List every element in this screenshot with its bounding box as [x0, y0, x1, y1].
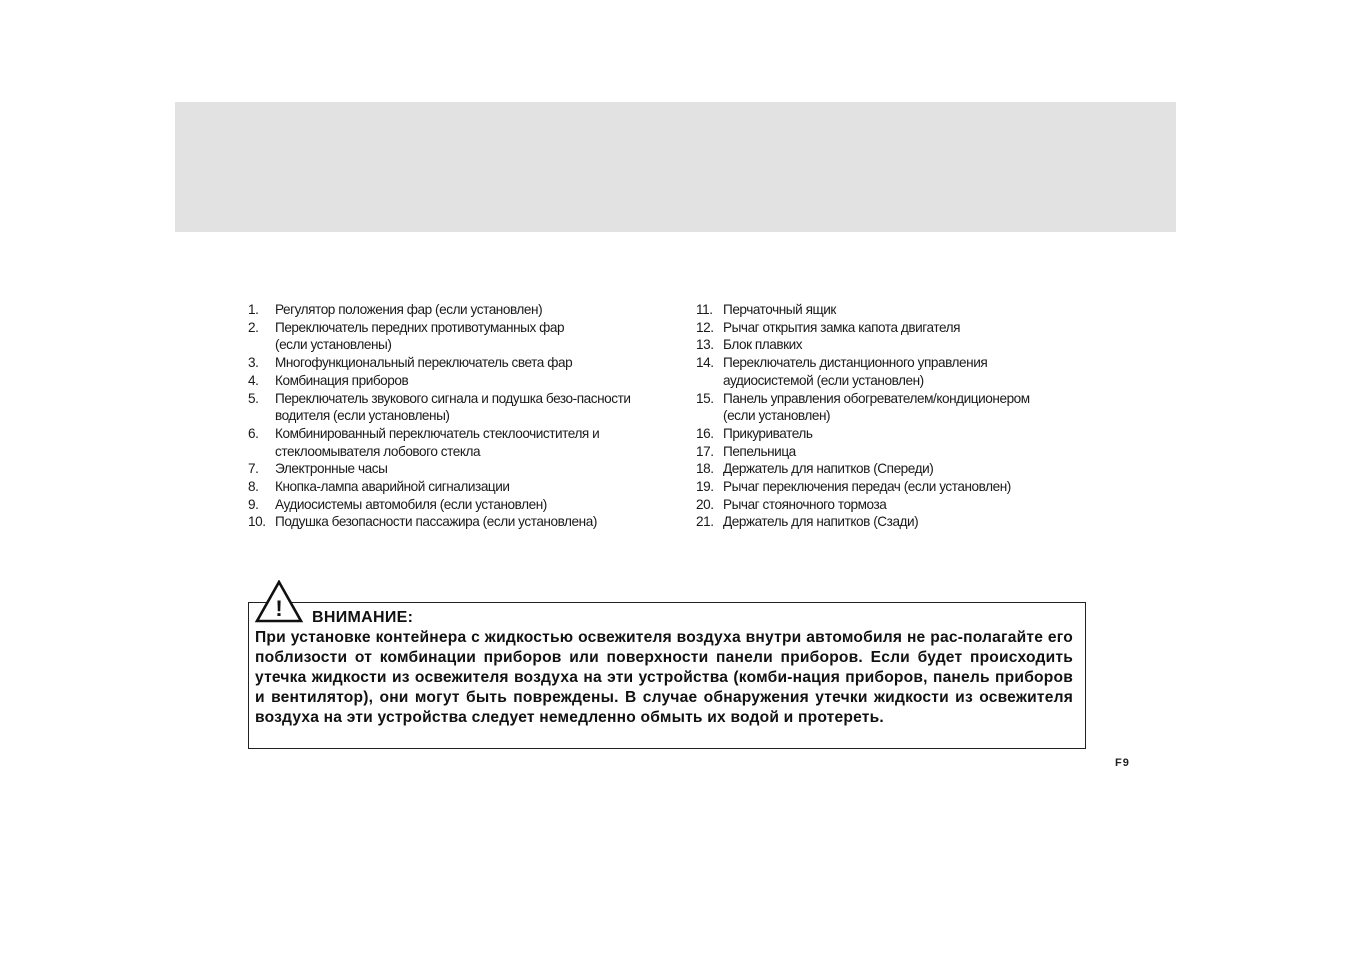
legend-number: 2. [248, 319, 259, 335]
legend-item [248, 460, 678, 478]
legend-number: 13. [696, 337, 714, 353]
legend-item [248, 496, 678, 514]
legend-text: Подушка безопасности пассажира (если установлена) [275, 514, 597, 530]
legend-number: 4. [248, 372, 259, 388]
legend-text-continued: (если установлен) [723, 408, 831, 424]
legend-text: Рычаг стояночного тормоза [723, 496, 887, 512]
legend-number: 1. [248, 302, 259, 317]
legend-item [696, 301, 1076, 319]
legend-item [696, 425, 1076, 443]
legend-number: 20. [696, 496, 714, 512]
legend-number: 12. [696, 319, 714, 335]
legend-number: 16. [696, 425, 714, 441]
legend-number: 15. [696, 390, 714, 406]
legend-item [696, 478, 1076, 496]
legend-number: 5. [248, 390, 259, 406]
legend-item [248, 301, 678, 319]
legend-text-continued: (если установлены) [275, 337, 392, 353]
legend-item [696, 513, 1076, 531]
legend-text: Переключатель дистанционного управления [723, 355, 988, 371]
legend-text: Комбинированный переключатель стеклоочистителя и [275, 425, 600, 441]
legend-text: Многофункциональный переключатель света фар [275, 355, 573, 371]
legend-number: 9. [248, 496, 259, 512]
legend-item [248, 425, 678, 460]
legend-item [696, 354, 1076, 389]
warning-triangle-icon [254, 580, 304, 624]
legend-text: Комбинация приборов [275, 372, 409, 388]
legend-text: Рычаг переключения передач (если установлен) [723, 479, 1011, 495]
legend-number: 10. [248, 514, 266, 530]
legend-item [248, 513, 678, 531]
legend-item [248, 372, 678, 390]
legend-number: 19. [696, 479, 714, 495]
legend-item [696, 390, 1076, 425]
legend-item [696, 460, 1076, 478]
legend-text: Кнопка-лампа аварийной сигнализации [275, 479, 510, 495]
legend-item [248, 354, 678, 372]
legend-text-continued: водителя (если установлены) [275, 408, 450, 424]
legend-item [696, 443, 1076, 461]
warning-text: При установке контейнера с жидкостью освежителя воздуха внутри автомобиля не рас-полагайте его поблизости от комбинации приборов или поверхности панели приборов. Если будет происходить утечка жидкости из освежителя воздуха на эти устройства (комби-нация приборов, панель приборов и вентилятор), они могут быть повреждены. В случае обнаружения утечки жидкости из освежителя воздуха на эти устройства следует немедленно обмыть их водой и протереть. [255, 629, 1073, 726]
legend-text: Пепельница [723, 443, 796, 459]
warning-box [248, 596, 1086, 749]
legend-number: 8. [248, 479, 259, 495]
legend-number: 14. [696, 355, 714, 371]
legend-number: 6. [248, 425, 259, 441]
legend-text-continued: аудиосистемой (если установлен) [723, 372, 924, 388]
legend-text: Панель управления обогревателем/кондиционером [723, 390, 1030, 406]
legend-item [696, 319, 1076, 337]
legend-text: Регулятор положения фар (если установлен) [275, 302, 543, 317]
legend-item [696, 336, 1076, 354]
warning-exclamation: ! [275, 596, 283, 621]
legend-number: 18. [696, 461, 714, 477]
legend-item [248, 478, 678, 496]
legend-text: Аудиосистемы автомобиля (если установлен) [275, 496, 547, 512]
legend-list-left [248, 301, 678, 531]
legend-text: Держатель для напитков (Сзади) [723, 514, 919, 530]
top-illustration-band [175, 102, 1176, 232]
legend-text-continued: стеклоомывателя лобового стекла [275, 443, 481, 459]
legend-text: Прикуриватель [723, 425, 813, 441]
legend-list-right [696, 301, 1076, 531]
legend-text: Переключатель звукового сигнала и подушка безо-пасности [275, 390, 631, 406]
legend-text: Рычаг открытия замка капота двигателя [723, 319, 960, 335]
legend-item [248, 319, 678, 354]
legend-number: 3. [248, 355, 259, 371]
legend-text: Переключатель передних противотуманных фар [275, 319, 565, 335]
legend-number: 7. [248, 461, 259, 477]
legend-text: Перчаточный ящик [723, 302, 836, 317]
legend-number: 17. [696, 443, 714, 459]
page-number: F9 [1115, 757, 1130, 769]
legend-number: 11. [696, 302, 713, 317]
legend-text: Держатель для напитков (Спереди) [723, 461, 934, 477]
legend-number: 21. [696, 514, 714, 530]
legend-item [248, 390, 678, 425]
legend-text: Электронные часы [275, 461, 388, 477]
legend-text: Блок плавких [723, 337, 803, 353]
legend-item [696, 496, 1076, 514]
warning-title: ВНИМАНИЕ: [312, 609, 414, 626]
